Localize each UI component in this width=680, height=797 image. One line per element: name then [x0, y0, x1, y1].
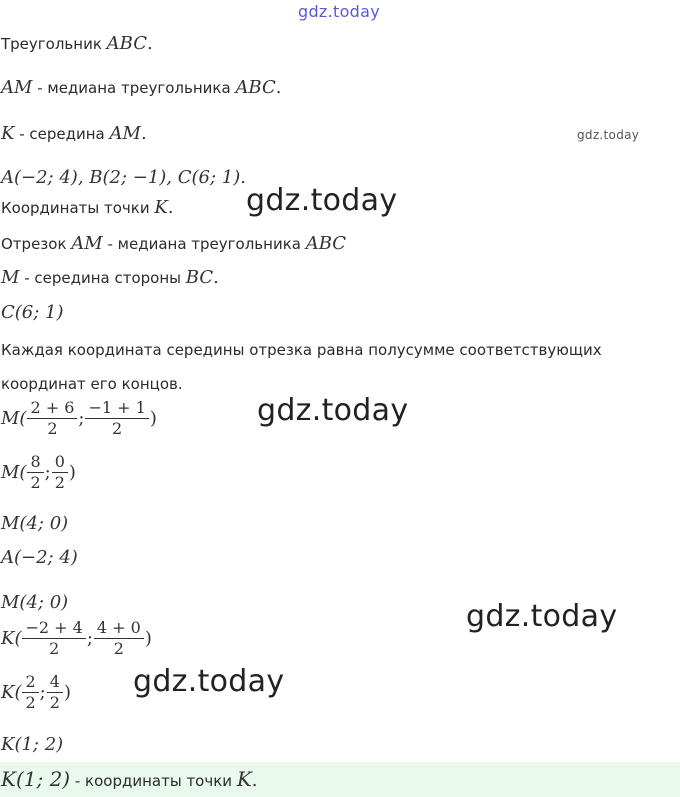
fraction: $\frac{2}{2}$: [22, 672, 38, 713]
fraction: $\frac{8}{2}$: [27, 452, 43, 493]
watermark-big: gdz.today: [257, 393, 409, 428]
fraction: $\frac{0}{2}$: [52, 452, 68, 493]
line-find-k: Координаты точки K.: [1, 197, 174, 218]
fraction: $\frac{-1 + 1}{2}$: [85, 398, 148, 439]
watermark-big: gdz.today: [246, 183, 398, 218]
formula-k-sum: K( $\frac{-2 + 4}{2}$ ; $\frac{4 + 0}{2}$ ): [1, 618, 152, 658]
line-m-midpoint: M - середина стороны BC.: [1, 267, 219, 288]
formula-m-result: M(4; 0): [1, 513, 69, 534]
fraction: $\frac{2 + 6}{2}$: [27, 398, 77, 439]
line-given-points: A(−2; 4), B(2; −1), C(6; 1).: [1, 167, 246, 188]
watermark-big: gdz.today: [466, 599, 618, 634]
watermark-big: gdz.today: [133, 664, 285, 699]
line-median: AM - медиана треугольника ABC.: [1, 77, 282, 98]
line-segment-am: Отрезок AM - медиана треугольника ABC: [1, 233, 347, 254]
formula-k-result: K(1; 2): [1, 734, 64, 755]
line-rule-2: координат его концов.: [1, 375, 183, 393]
formula-k-simplified: K( $\frac{2}{2}$ ; $\frac{4}{2}$ ): [1, 672, 71, 712]
watermark-top: gdz.today: [298, 2, 380, 21]
formula-point-a: A(−2; 4): [1, 547, 78, 568]
answer-line: K(1; 2) - координаты точки K.: [1, 767, 258, 791]
watermark-small: gdz.today: [577, 128, 640, 142]
line-point-c: C(6; 1): [1, 302, 64, 323]
line-rule-1: Каждая координата середины отрезка равна полусумме соответствующих: [1, 341, 602, 359]
formula-m-sum: M( $\frac{2 + 6}{2}$ ; $\frac{-1 + 1}{2}$ ): [1, 398, 157, 438]
formula-point-m: M(4; 0): [1, 592, 69, 613]
formula-m-simplified: M( $\frac{8}{2}$ ; $\frac{0}{2}$ ): [1, 452, 76, 492]
fraction: $\frac{4}{2}$: [47, 672, 63, 713]
fraction: $\frac{-2 + 4}{2}$: [22, 618, 85, 659]
fraction: $\frac{4 + 0}{2}$: [94, 618, 144, 659]
line-triangle: Треугольник ABC.: [1, 33, 153, 54]
line-k-midpoint: K - середина AM.: [1, 123, 147, 144]
